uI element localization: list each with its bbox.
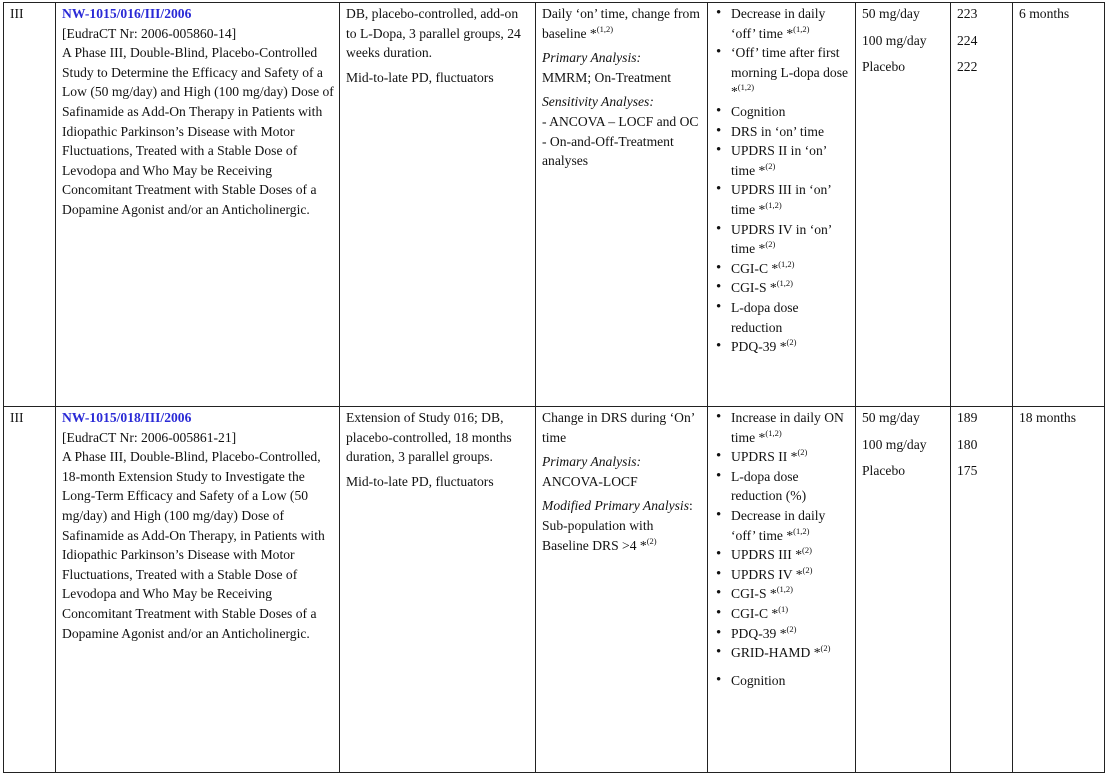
eudract-number: [EudraCT Nr: 2006-005860-14]: [62, 25, 237, 41]
primary-endpoint: Change in DRS during ‘On’ time: [542, 410, 695, 445]
primary-analysis-label: Primary Analysis:: [542, 50, 642, 66]
treatment-arm: 100 mg/day: [862, 436, 927, 452]
list-item: • UPDRS II in ‘on’ time *$^{(2)}$: [714, 141, 851, 180]
list-item: • Decrease in daily ‘off’ time *$^{(1,2)}$: [714, 4, 851, 43]
list-item: • Cognition: [714, 102, 851, 122]
table-row: [4, 3, 1105, 407]
duration: 18 months: [1019, 410, 1077, 425]
primary-endpoint-cell: [536, 407, 708, 773]
list-item: • CGI-S *$^{(1,2)}$: [714, 584, 851, 604]
n-cell: [951, 407, 1013, 773]
study-title: A Phase III, Double-Blind, Placebo-Controlled, 18-month Extension Study to Investigate the Long-Term Efficacy and Safety of a Low (50 mg/day) and High (100 mg/day) Dose of Safinamide as Add-On Therapy, in Patients with Idiopathic Parkinson’s Disease with Motor Fluctuations, Treated with a Stable Dose of Levodopa and Who May be Receiving Concomitant Treatment with Stable Doses of a Dopamine Agonist and/or an Anticholinergic.: [62, 449, 325, 641]
sensitivity-line: - On-and-Off-Treatment analyses: [542, 133, 674, 169]
treatment-arm: 50 mg/day: [862, 6, 920, 21]
secondary-endpoints-list: [714, 4, 851, 357]
study-id-link[interactable]: NW-1015/016/III/2006: [62, 6, 192, 21]
patient-count: 180: [957, 436, 978, 452]
design-cell: [340, 407, 536, 773]
clinical-studies-table: [3, 2, 1105, 773]
treatment-arm: 100 mg/day: [862, 32, 927, 48]
patient-count: 223: [957, 6, 978, 21]
phase: III: [10, 6, 24, 21]
treatment-arm: Placebo: [862, 59, 906, 75]
secondary-endpoints-cell: [708, 3, 856, 407]
phase-cell: [4, 3, 56, 407]
phase-cell: [4, 407, 56, 773]
population: Mid-to-late PD, fluctuators: [346, 473, 494, 489]
secondary-endpoints-list: [714, 408, 851, 690]
patient-count: 189: [957, 410, 978, 425]
treatment-arm: Placebo: [862, 463, 906, 479]
patient-count: 222: [957, 59, 978, 75]
study-title: A Phase III, Double-Blind, Placebo-Controlled Study to Determine the Efficacy and Safety of a Low (50 mg/day) and High (100 mg/day) Dose of Safinamide as Add-On Therapy in Patients with Idiopathic Parkinson’s Disease with Motor Fluctuations, Treated with a Stable Dose of Levodopa and Who May be Receiving Concomitant Treatment with Stable Doses of a Dopamine Agonist and/or an Anticholinergic.: [62, 45, 334, 217]
table-row: [4, 407, 1105, 773]
list-item: • L-dopa dose reduction: [714, 298, 851, 337]
n-cell: [951, 3, 1013, 407]
sensitivity-line: - ANCOVA – LOCF and OC: [542, 113, 699, 129]
duration-cell: [1013, 3, 1105, 407]
sensitivity-label: Sensitivity Analyses:: [542, 94, 654, 110]
primary-endpoint-cell: [536, 3, 708, 407]
study-cell: [56, 3, 340, 407]
list-item: • GRID-HAMD *$^{(2)}$: [714, 643, 851, 663]
list-item: • Cognition: [714, 671, 851, 691]
list-item: • PDQ-39 *$^{(2)}$: [714, 337, 851, 357]
list-item: • ‘Off’ time after first morning L-dopa dose *$^{(1,2)}$: [714, 43, 851, 102]
duration-cell: [1013, 407, 1105, 773]
treatment-arm: 50 mg/day: [862, 410, 920, 425]
design-cell: [340, 3, 536, 407]
list-item: • PDQ-39 *$^{(2)}$: [714, 624, 851, 644]
primary-analysis-text: ANCOVA-LOCF: [542, 473, 638, 489]
list-item: • L-dopa dose reduction (%): [714, 467, 851, 506]
list-item: • UPDRS IV *$^{(2)}$: [714, 565, 851, 585]
primary-endpoint: Daily ‘on’ time, change from baseline *$^{(1,2)}$: [542, 6, 700, 41]
list-item: • UPDRS IV in ‘on’ time *$^{(2)}$: [714, 220, 851, 259]
list-item: • UPDRS III *$^{(2)}$: [714, 545, 851, 565]
list-item: • CGI-C *$^{(1)}$: [714, 604, 851, 624]
study-design: DB, placebo-controlled, add-on to L-Dopa, 3 parallel groups, 24 weeks duration.: [346, 6, 521, 61]
arms-cell: [856, 407, 951, 773]
eudract-number: [EudraCT Nr: 2006-005861-21]: [62, 429, 237, 445]
study-design: Extension of Study 016; DB, placebo-controlled, 18 months duration, 3 parallel groups.: [346, 410, 512, 465]
list-item: • Decrease in daily ‘off’ time *$^{(1,2)}$: [714, 506, 851, 545]
modified-analysis: Modified Primary Analysis: Sub-population with Baseline DRS >4 *$^{(2)}$: [542, 498, 693, 553]
list-item: • UPDRS III in ‘on’ time *$^{(1,2)}$: [714, 180, 851, 219]
study-id-link[interactable]: NW-1015/018/III/2006: [62, 410, 192, 425]
patient-count: 175: [957, 463, 978, 479]
study-cell: [56, 407, 340, 773]
arms-cell: [856, 3, 951, 407]
list-item: • DRS in ‘on’ time: [714, 122, 851, 142]
primary-analysis-label: Primary Analysis:: [542, 454, 642, 470]
patient-count: 224: [957, 32, 978, 48]
list-item: • CGI-S *$^{(1,2)}$: [714, 278, 851, 298]
duration: 6 months: [1019, 6, 1070, 21]
phase: III: [10, 410, 24, 425]
primary-analysis-text: MMRM; On-Treatment: [542, 69, 672, 85]
list-item: • CGI-C *$^{(1,2)}$: [714, 259, 851, 279]
list-item: • Increase in daily ON time *$^{(1,2)}$: [714, 408, 851, 447]
list-item: • UPDRS II *$^{(2)}$: [714, 447, 851, 467]
population: Mid-to-late PD, fluctuators: [346, 69, 494, 85]
secondary-endpoints-cell: [708, 407, 856, 773]
